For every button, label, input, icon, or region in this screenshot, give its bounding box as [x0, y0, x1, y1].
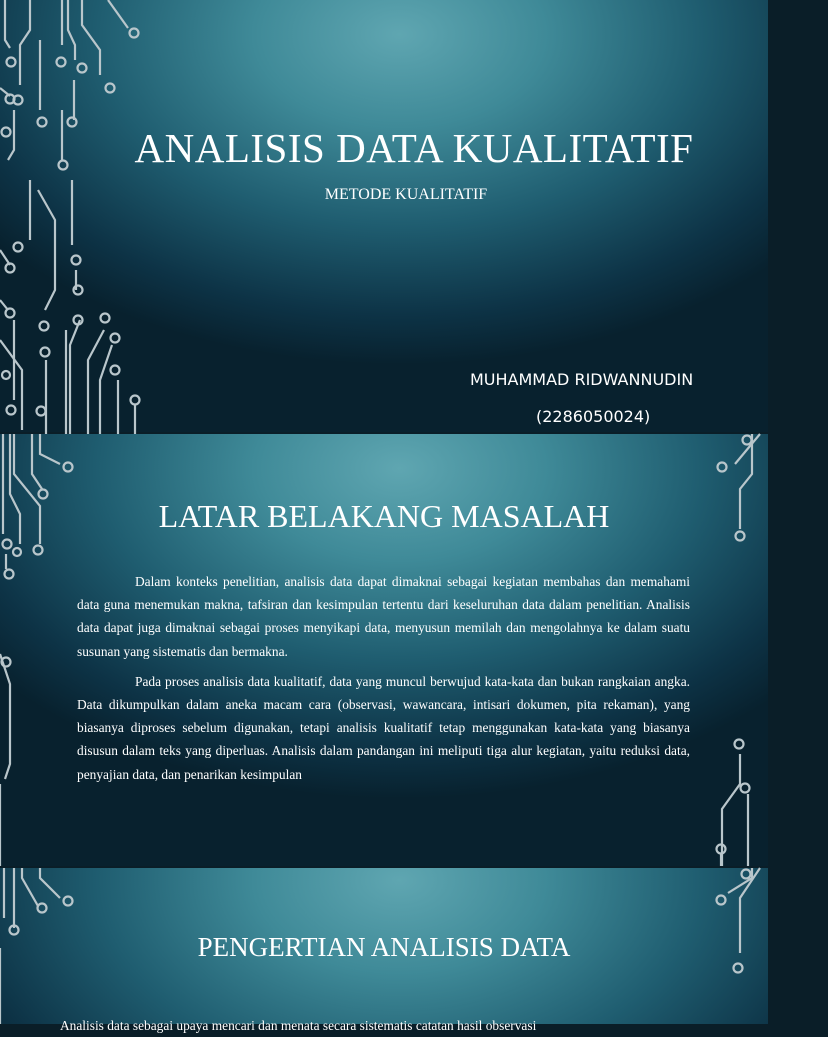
slide-body	[77, 570, 690, 793]
circuit-decoration	[0, 0, 768, 432]
slide-body: Analisis data sebagai upaya mencari dan menata secara sistematis catatan hasil observasi	[60, 1018, 537, 1033]
slide-background	[0, 434, 768, 866]
presentation-title: ANALISIS DATA KUALITATIF	[134, 125, 694, 171]
slide-heading: PENGERTIAN ANALISIS DATA	[197, 932, 571, 962]
slide-title	[0, 0, 768, 432]
paragraph: Dalam konteks penelitian, analisis data dapat dimaknai sebagai kegiatan membahas dan memahami data guna menemukan makna, tafsiran dan kesimpulan tertentu dari keseluruhan data dalam penelitian. Analisis data dapat juga dimaknai sebagai proses menyikapi data, menyusun memilah dan mengolahnya ke dalam suatu susunan yang sistematis dan bermakna.	[77, 574, 690, 659]
paragraph: Pada proses analisis data kualitatif, data yang muncul berwujud kata-kata dan bukan rangkaian angka. Data dikumpulkan dalam aneka macam cara (observasi, wawancara, intisari dokumen, pita rekaman), yang biasanya diproses sebelum digunakan, tetapi analisis kualitatif tetap menggunakan kata-kata yang biasanya disusun dalam teks yang diperluas. Analisis dalam pandangan ini meliputi tiga alur kegiatan, yaitu reduksi data, penyajian data, dan penarikan kesimpulan	[77, 673, 690, 782]
slide-definition	[0, 868, 768, 1033]
presentation-subtitle: METODE KUALITATIF	[324, 186, 488, 203]
author-name: MUHAMMAD RIDWANNUDIN	[470, 370, 694, 389]
author-id: (2286050024)	[536, 407, 651, 426]
slide-heading: LATAR BELAKANG MASALAH	[158, 498, 610, 534]
